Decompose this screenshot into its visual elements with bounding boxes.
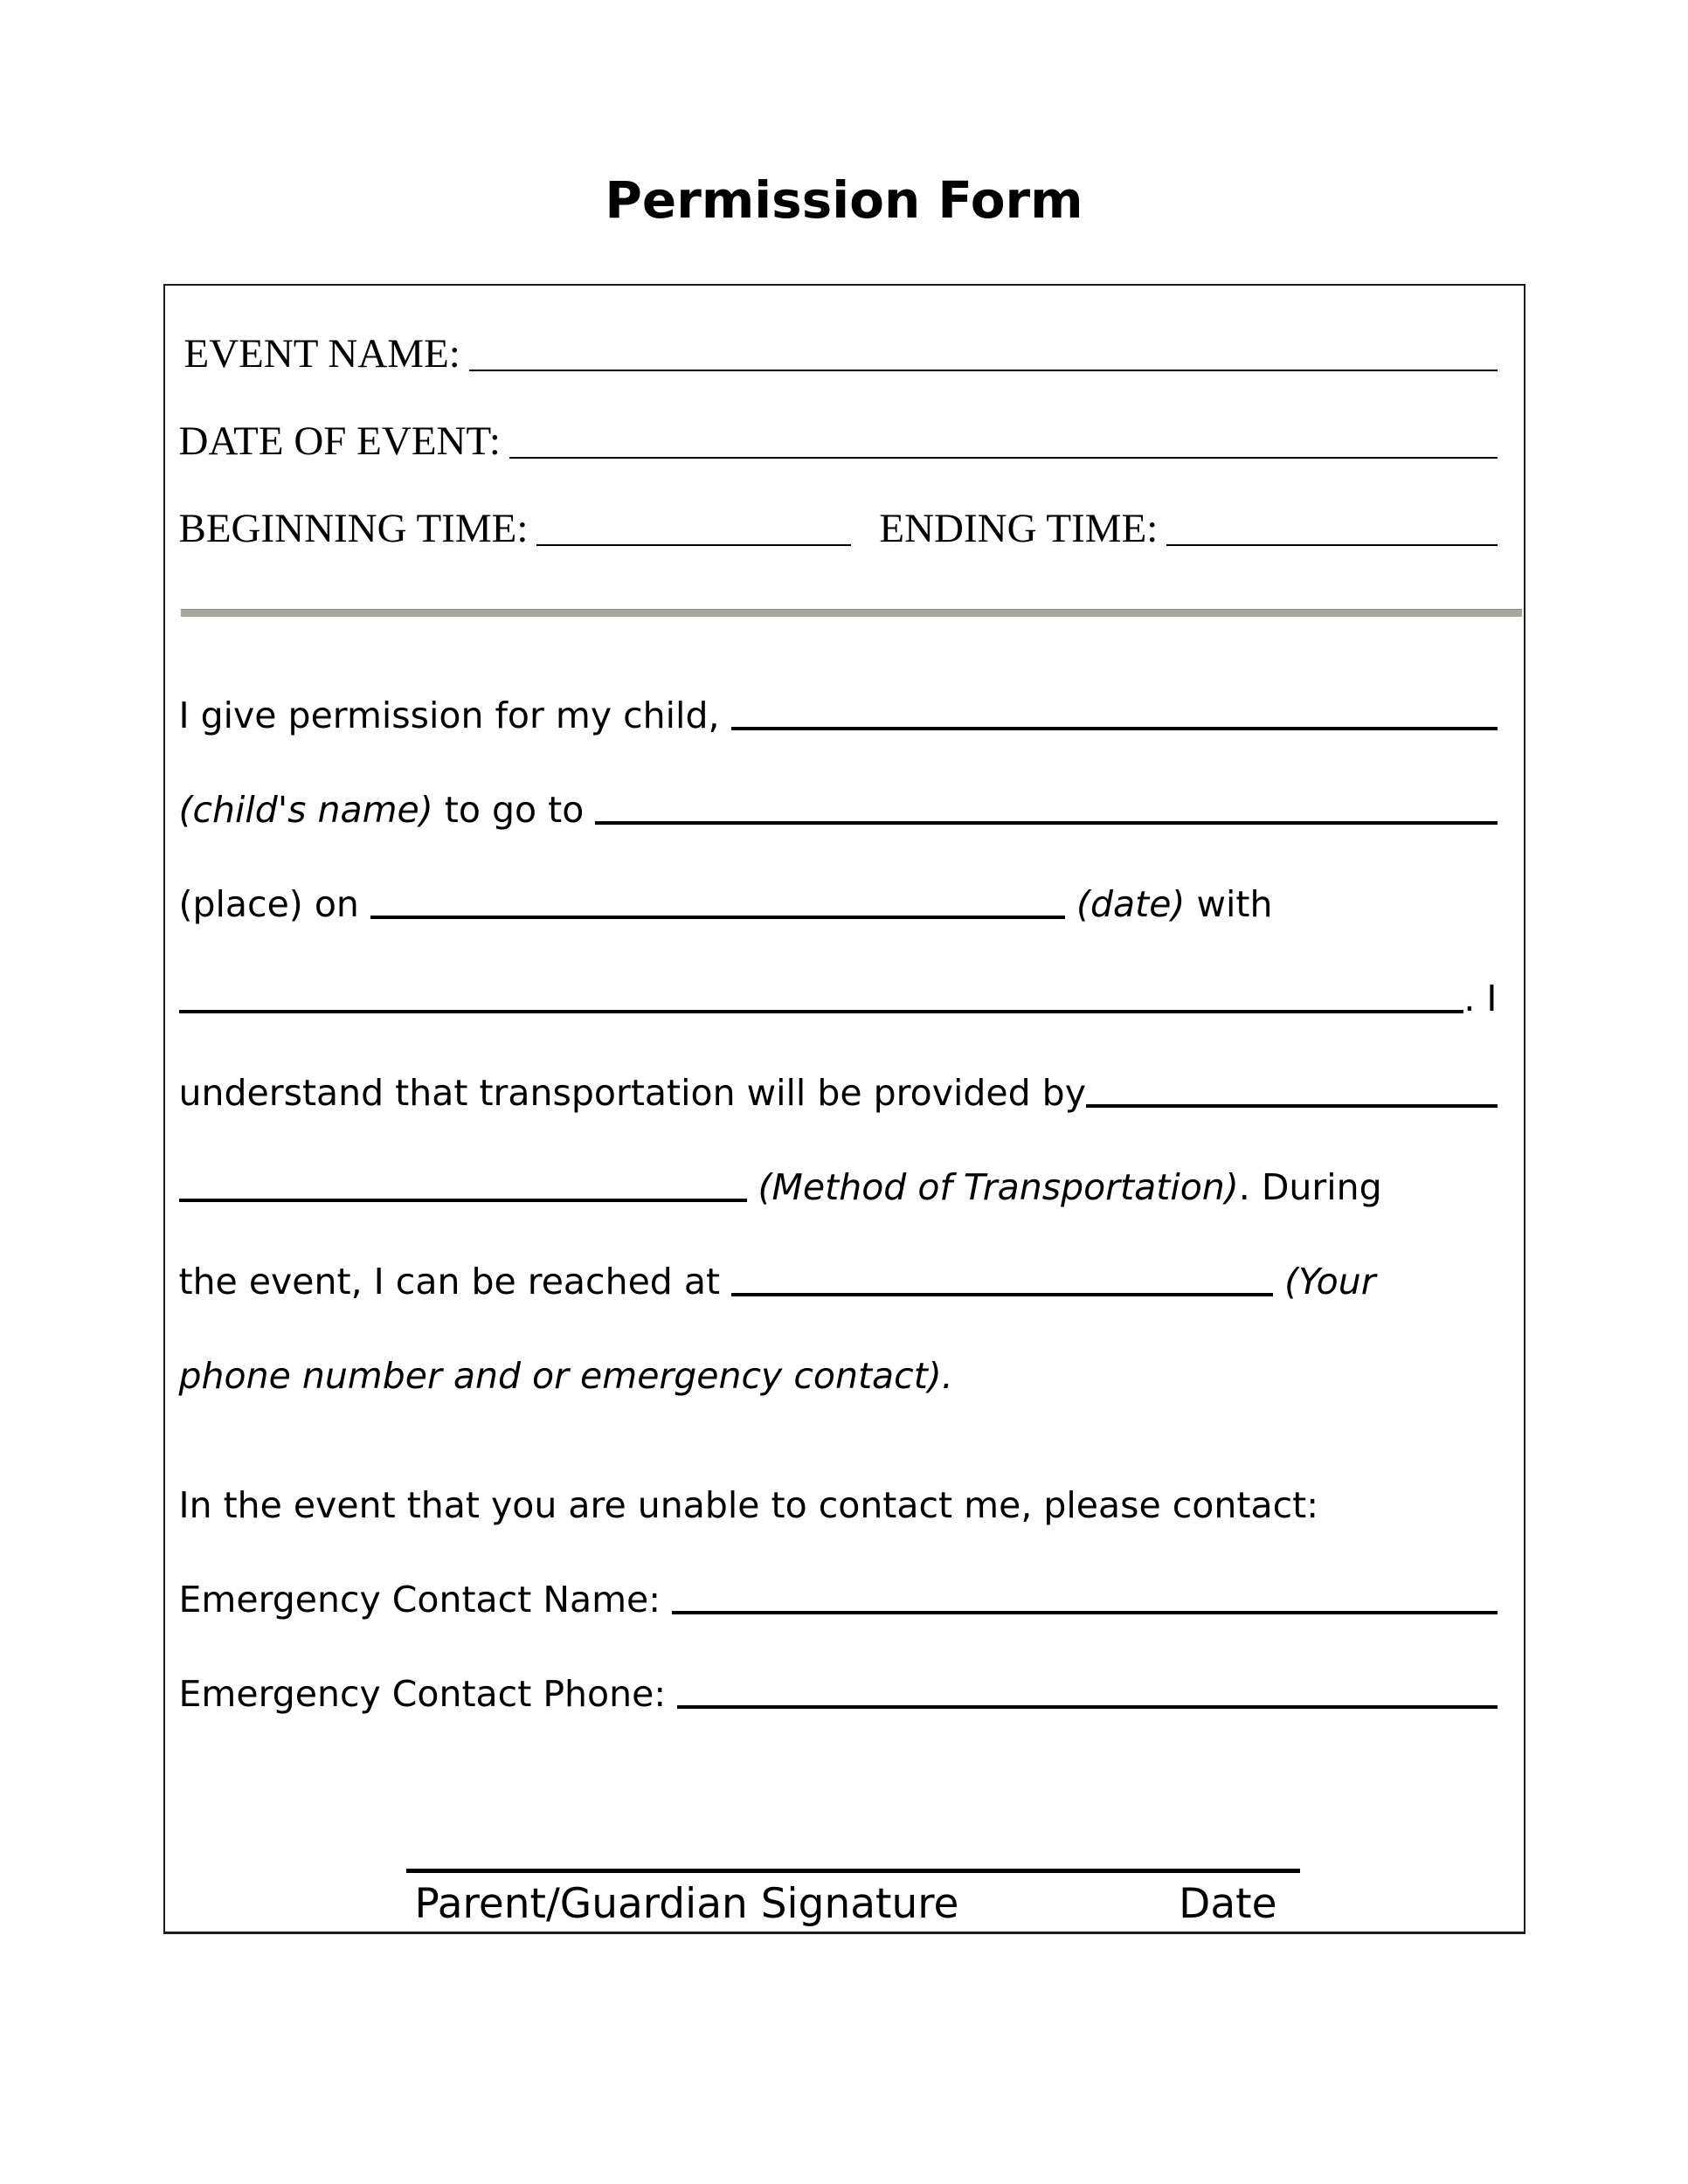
signature-labels	[406, 1873, 1300, 1928]
emergency-contact-name-blank[interactable]	[672, 1602, 1497, 1614]
section-divider	[181, 609, 1522, 617]
body-line-6	[179, 1123, 1498, 1218]
emergency-phone-line	[179, 1630, 1498, 1724]
date-hint: (date)	[1064, 883, 1186, 925]
emergency-name-line	[179, 1536, 1498, 1630]
page-title: Permission Form	[605, 170, 1083, 230]
permission-paragraph	[179, 652, 1498, 1406]
transportation-blank-2[interactable]	[179, 1190, 747, 1202]
transportation-text: understand that transportation will be provided by	[178, 1072, 1086, 1114]
during-text: . During	[1238, 1166, 1382, 1208]
emergency-paragraph	[179, 1441, 1498, 1724]
transportation-blank-1[interactable]	[1086, 1095, 1498, 1108]
emergency-intro-line	[179, 1441, 1498, 1536]
method-of-transportation-hint: (Method of Transportation)	[746, 1166, 1239, 1208]
permission-text: I give permission for my child,	[178, 695, 731, 736]
body-line-2	[179, 746, 1498, 840]
body-line-4	[179, 935, 1498, 1029]
date-of-event-blank[interactable]	[509, 448, 1498, 459]
parent-guardian-signature-label: Parent/Guardian Signature	[414, 1880, 959, 1928]
accompany-blank[interactable]	[179, 1001, 1464, 1013]
period-i-text: . I	[1463, 978, 1498, 1019]
date-label: Date	[1179, 1880, 1277, 1928]
child-name-hint: (child's name)	[178, 789, 433, 831]
event-name-row	[179, 296, 1498, 384]
place-on-text: (place) on	[178, 883, 370, 925]
reached-at-text: the event, I can be reached at	[178, 1261, 732, 1303]
date-of-event-row	[179, 384, 1498, 471]
with-text: with	[1185, 883, 1273, 925]
ending-time-blank[interactable]	[1166, 536, 1497, 546]
to-go-to-text: to go to	[432, 789, 596, 831]
body-line-5	[179, 1029, 1498, 1123]
place-blank[interactable]	[595, 812, 1497, 825]
signature-block	[406, 1869, 1300, 1928]
phone-emergency-hint: phone number and or emergency contact).	[178, 1355, 953, 1397]
times-row	[179, 471, 1498, 558]
reached-at-blank[interactable]	[731, 1284, 1273, 1296]
child-name-blank[interactable]	[731, 718, 1498, 730]
event-name-blank[interactable]	[469, 361, 1498, 371]
ending-time-label: ENDING TIME:	[879, 506, 1159, 551]
body-line-7	[179, 1218, 1498, 1312]
body-line-1	[179, 652, 1498, 746]
form-box	[163, 284, 1525, 1934]
emergency-intro-text: In the event that you are unable to contact me, please contact:	[178, 1484, 1319, 1526]
beginning-time-label: BEGINNING TIME:	[178, 506, 529, 551]
body-line-3	[179, 840, 1498, 935]
emergency-contact-name-label: Emergency Contact Name:	[178, 1579, 673, 1621]
emergency-contact-phone-label: Emergency Contact Phone:	[178, 1673, 678, 1715]
body-line-8	[179, 1312, 1498, 1406]
beginning-time-blank[interactable]	[536, 536, 851, 546]
your-hint: (Your	[1273, 1261, 1376, 1303]
emergency-contact-phone-blank[interactable]	[677, 1697, 1497, 1709]
event-name-label: EVENT NAME:	[183, 331, 460, 377]
date-of-event-label: DATE OF EVENT:	[178, 418, 501, 464]
event-date-blank[interactable]	[370, 907, 1065, 919]
